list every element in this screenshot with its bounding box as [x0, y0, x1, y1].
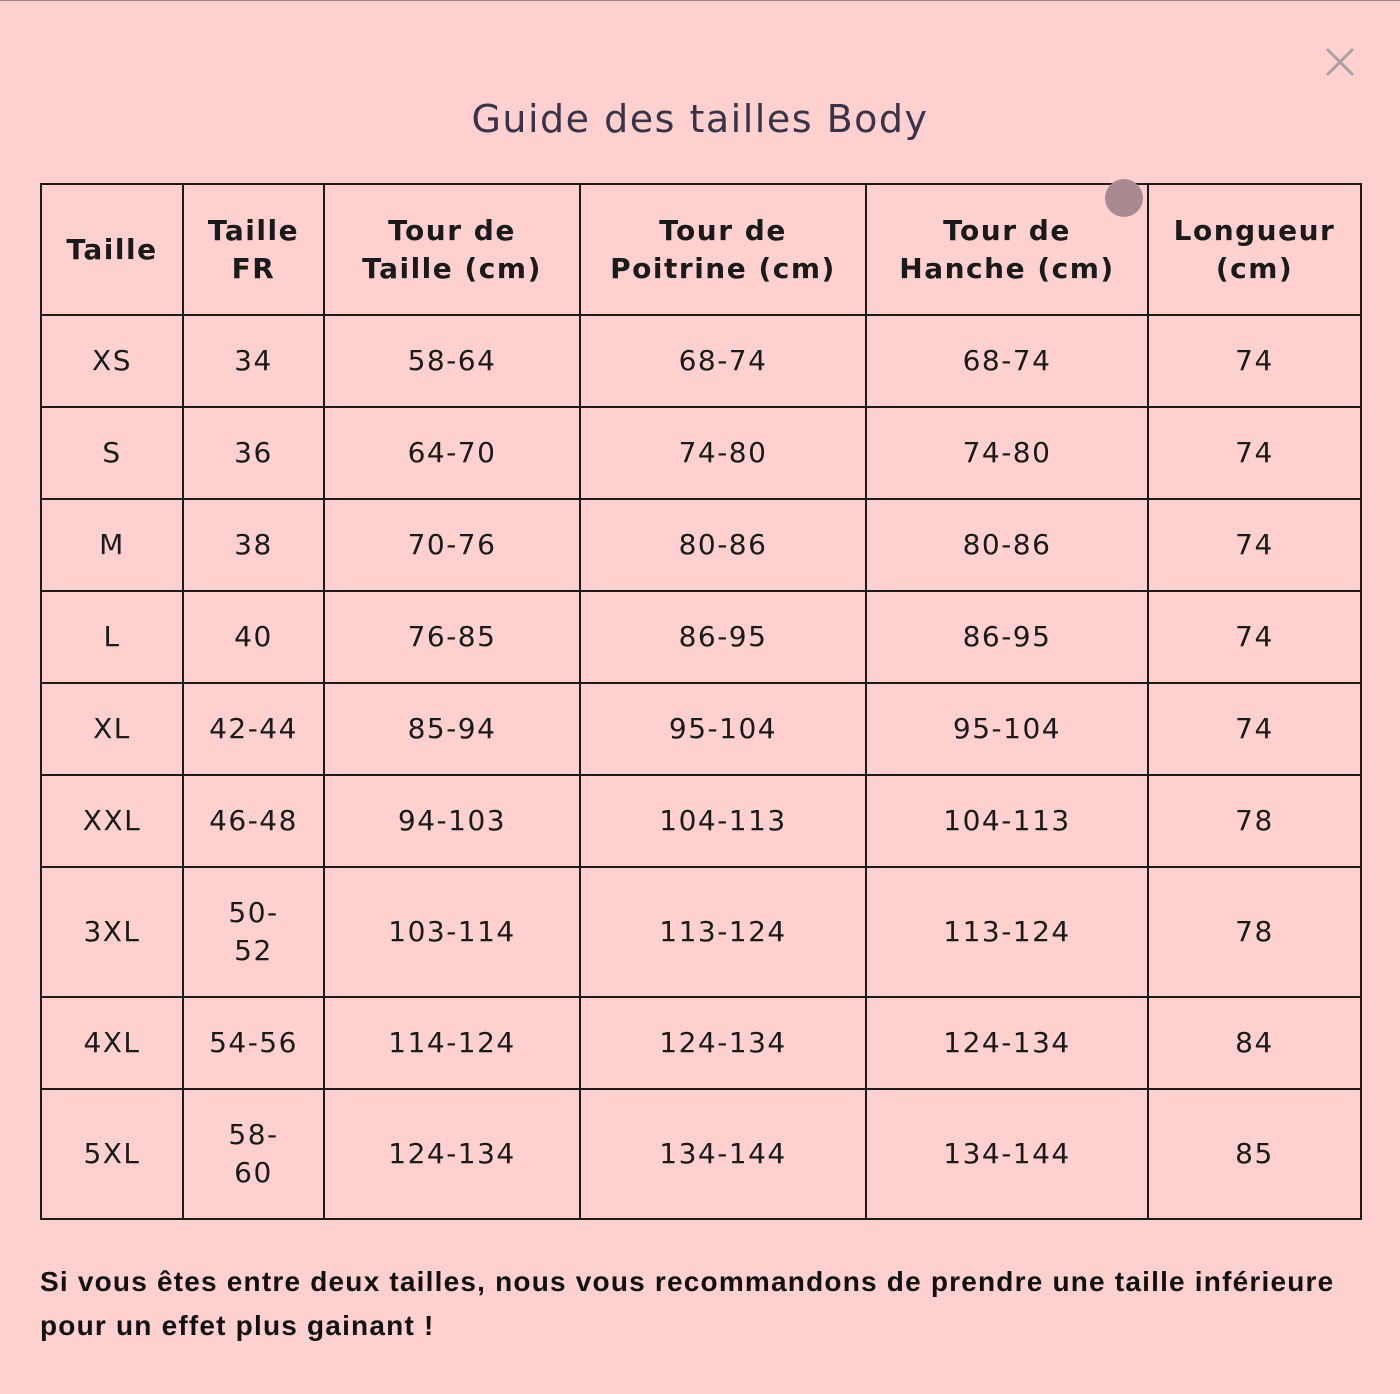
modal-title: Guide des tailles Body — [471, 97, 929, 141]
cell-taille-fr — [183, 775, 324, 867]
close-icon — [1320, 42, 1360, 82]
cell-taille — [41, 867, 183, 997]
table-row — [41, 683, 1361, 775]
cell-tour-de-poitrine — [580, 315, 866, 407]
cell-longueur — [1148, 1089, 1361, 1219]
cell-tour-de-poitrine — [580, 407, 866, 499]
cell-tour-de-poitrine — [580, 683, 866, 775]
header-taille-fr — [183, 184, 324, 315]
cell-text: 74-80 — [678, 436, 768, 469]
header-longueur-line1: Longueur — [1173, 213, 1336, 247]
cell-text: 76-85 — [407, 620, 497, 653]
cell-taille-fr — [183, 407, 324, 499]
cell-longueur — [1148, 315, 1361, 407]
header-longueur-line2: (cm) — [1215, 251, 1294, 285]
cell-text: 85 — [1235, 1137, 1274, 1170]
cell-text: 95-104 — [668, 712, 778, 745]
cell-text: 70-76 — [407, 528, 497, 561]
cell-text: 46-48 — [209, 804, 298, 837]
cell-longueur — [1148, 997, 1361, 1089]
cell-tour-de-poitrine — [580, 775, 866, 867]
cell-text: 86-95 — [962, 620, 1052, 653]
header-tour-de-taille-line1: Tour de — [388, 213, 516, 247]
cell-longueur — [1148, 591, 1361, 683]
cell-text: 74 — [1235, 620, 1274, 653]
table-header-row — [41, 184, 1361, 315]
cell-longueur — [1148, 407, 1361, 499]
close-button[interactable] — [1320, 42, 1360, 82]
header-tour-de-poitrine — [580, 184, 866, 315]
cell-taille — [41, 683, 183, 775]
cell-text: 124-134 — [388, 1137, 516, 1170]
cell-text: L — [103, 620, 121, 653]
cell-text: 38 — [234, 528, 273, 561]
cell-tour-de-taille — [324, 591, 580, 683]
header-taille-fr-line2: FR — [231, 251, 276, 285]
header-tour-de-poitrine-line2: Poitrine (cm) — [610, 251, 836, 285]
cell-tour-de-poitrine — [580, 1089, 866, 1219]
cell-tour-de-hanche — [866, 591, 1148, 683]
cell-text: 124-134 — [943, 1026, 1071, 1059]
cell-tour-de-taille — [324, 315, 580, 407]
cell-text: 104-113 — [659, 804, 787, 837]
cell-text: S — [102, 436, 122, 469]
cell-taille-fr — [183, 591, 324, 683]
cell-taille-fr — [183, 997, 324, 1089]
header-tour-de-taille-line2: Taille (cm) — [362, 251, 542, 285]
cell-taille-fr — [183, 315, 324, 407]
cell-text: 78 — [1235, 804, 1274, 837]
cell-longueur — [1148, 775, 1361, 867]
cell-taille — [41, 407, 183, 499]
cell-taille — [41, 499, 183, 591]
cell-text: 113-124 — [659, 915, 787, 948]
cell-text: XS — [92, 344, 132, 377]
cell-text: 84 — [1235, 1026, 1274, 1059]
cell-tour-de-hanche — [866, 683, 1148, 775]
cell-text: 114-124 — [388, 1026, 516, 1059]
cell-text: 124-134 — [659, 1026, 787, 1059]
cell-text: 54-56 — [209, 1026, 298, 1059]
cell-text: 74 — [1235, 528, 1274, 561]
cell-text: 50- — [228, 896, 279, 929]
cell-taille — [41, 997, 183, 1089]
cell-text: 68-74 — [678, 344, 768, 377]
cell-taille — [41, 775, 183, 867]
cell-tour-de-hanche — [866, 997, 1148, 1089]
cell-tour-de-hanche — [866, 315, 1148, 407]
cell-text: 134-144 — [659, 1137, 787, 1170]
cell-taille-fr — [183, 867, 324, 997]
cell-taille-fr — [183, 683, 324, 775]
header-tour-de-poitrine-line1: Tour de — [659, 213, 787, 247]
cell-tour-de-poitrine — [580, 867, 866, 997]
table-row — [41, 591, 1361, 683]
cell-text: 86-95 — [678, 620, 768, 653]
cell-taille — [41, 591, 183, 683]
header-taille-fr-line1: Taille — [207, 213, 300, 247]
header-tour-de-hanche-line1: Tour de — [943, 213, 1071, 247]
cell-text: 74-80 — [962, 436, 1052, 469]
cell-text: 68-74 — [962, 344, 1052, 377]
header-tour-de-hanche-line2: Hanche (cm) — [899, 251, 1115, 285]
cell-text: 58- — [228, 1118, 279, 1151]
cell-tour-de-hanche — [866, 407, 1148, 499]
cell-tour-de-taille — [324, 997, 580, 1089]
header-tour-de-taille — [324, 184, 580, 315]
cell-taille-fr — [183, 1089, 324, 1219]
table-row — [41, 997, 1361, 1089]
top-divider — [0, 0, 1400, 1]
cell-tour-de-hanche — [866, 775, 1148, 867]
cell-text: 58-64 — [407, 344, 497, 377]
cell-tour-de-hanche — [866, 1089, 1148, 1219]
table-row — [41, 499, 1361, 591]
cell-tour-de-taille — [324, 683, 580, 775]
cell-text: 74 — [1235, 436, 1274, 469]
table-row — [41, 867, 1361, 997]
cell-text: 4XL — [83, 1026, 141, 1059]
cell-text: 34 — [234, 344, 273, 377]
cell-taille — [41, 1089, 183, 1219]
table-row — [41, 407, 1361, 499]
cell-text: 78 — [1235, 915, 1274, 948]
table-row — [41, 1089, 1361, 1219]
table-row — [41, 315, 1361, 407]
cell-text: XL — [93, 712, 131, 745]
cell-text: XXL — [82, 804, 142, 837]
cell-text: 60 — [234, 1156, 273, 1189]
cell-text: 85-94 — [407, 712, 497, 745]
cell-tour-de-poitrine — [580, 997, 866, 1089]
table-body — [41, 315, 1361, 1219]
header-taille-text: Taille — [66, 232, 158, 266]
cell-text: 74 — [1235, 344, 1274, 377]
table-row — [41, 775, 1361, 867]
cell-longueur — [1148, 683, 1361, 775]
cell-text: 134-144 — [943, 1137, 1071, 1170]
cell-longueur — [1148, 499, 1361, 591]
cell-tour-de-taille — [324, 775, 580, 867]
cell-tour-de-taille — [324, 407, 580, 499]
cell-tour-de-hanche — [866, 499, 1148, 591]
cell-tour-de-taille — [324, 499, 580, 591]
cell-tour-de-poitrine — [580, 499, 866, 591]
cell-text: 94-103 — [397, 804, 507, 837]
header-taille — [41, 184, 183, 315]
cell-text: 3XL — [83, 915, 141, 948]
size-recommendation-note: Si vous êtes entre deux tailles, nous vous recommandons de prendre une taille inférieure pour un effet plus gainant ! — [40, 1266, 1335, 1341]
cell-text: 103-114 — [388, 915, 516, 948]
cell-taille — [41, 315, 183, 407]
cell-text: 80-86 — [678, 528, 768, 561]
cell-longueur — [1148, 867, 1361, 997]
cell-taille-fr — [183, 499, 324, 591]
cell-tour-de-hanche — [866, 867, 1148, 997]
cell-text: 74 — [1235, 712, 1274, 745]
cell-text: M — [99, 528, 125, 561]
cell-text: 113-124 — [943, 915, 1071, 948]
cell-tour-de-taille — [324, 1089, 580, 1219]
header-longueur — [1148, 184, 1361, 315]
size-guide-table — [40, 183, 1362, 1220]
cell-text: 95-104 — [952, 712, 1062, 745]
cell-text: 36 — [234, 436, 273, 469]
cell-text: 52 — [234, 934, 273, 967]
cell-text: 5XL — [83, 1137, 141, 1170]
cell-tour-de-taille — [324, 867, 580, 997]
cell-text: 80-86 — [962, 528, 1052, 561]
cell-text: 42-44 — [209, 712, 298, 745]
cell-text: 64-70 — [407, 436, 497, 469]
pointer-cursor — [1105, 179, 1143, 217]
cell-text: 40 — [234, 620, 273, 653]
cell-tour-de-poitrine — [580, 591, 866, 683]
cell-text: 104-113 — [943, 804, 1071, 837]
